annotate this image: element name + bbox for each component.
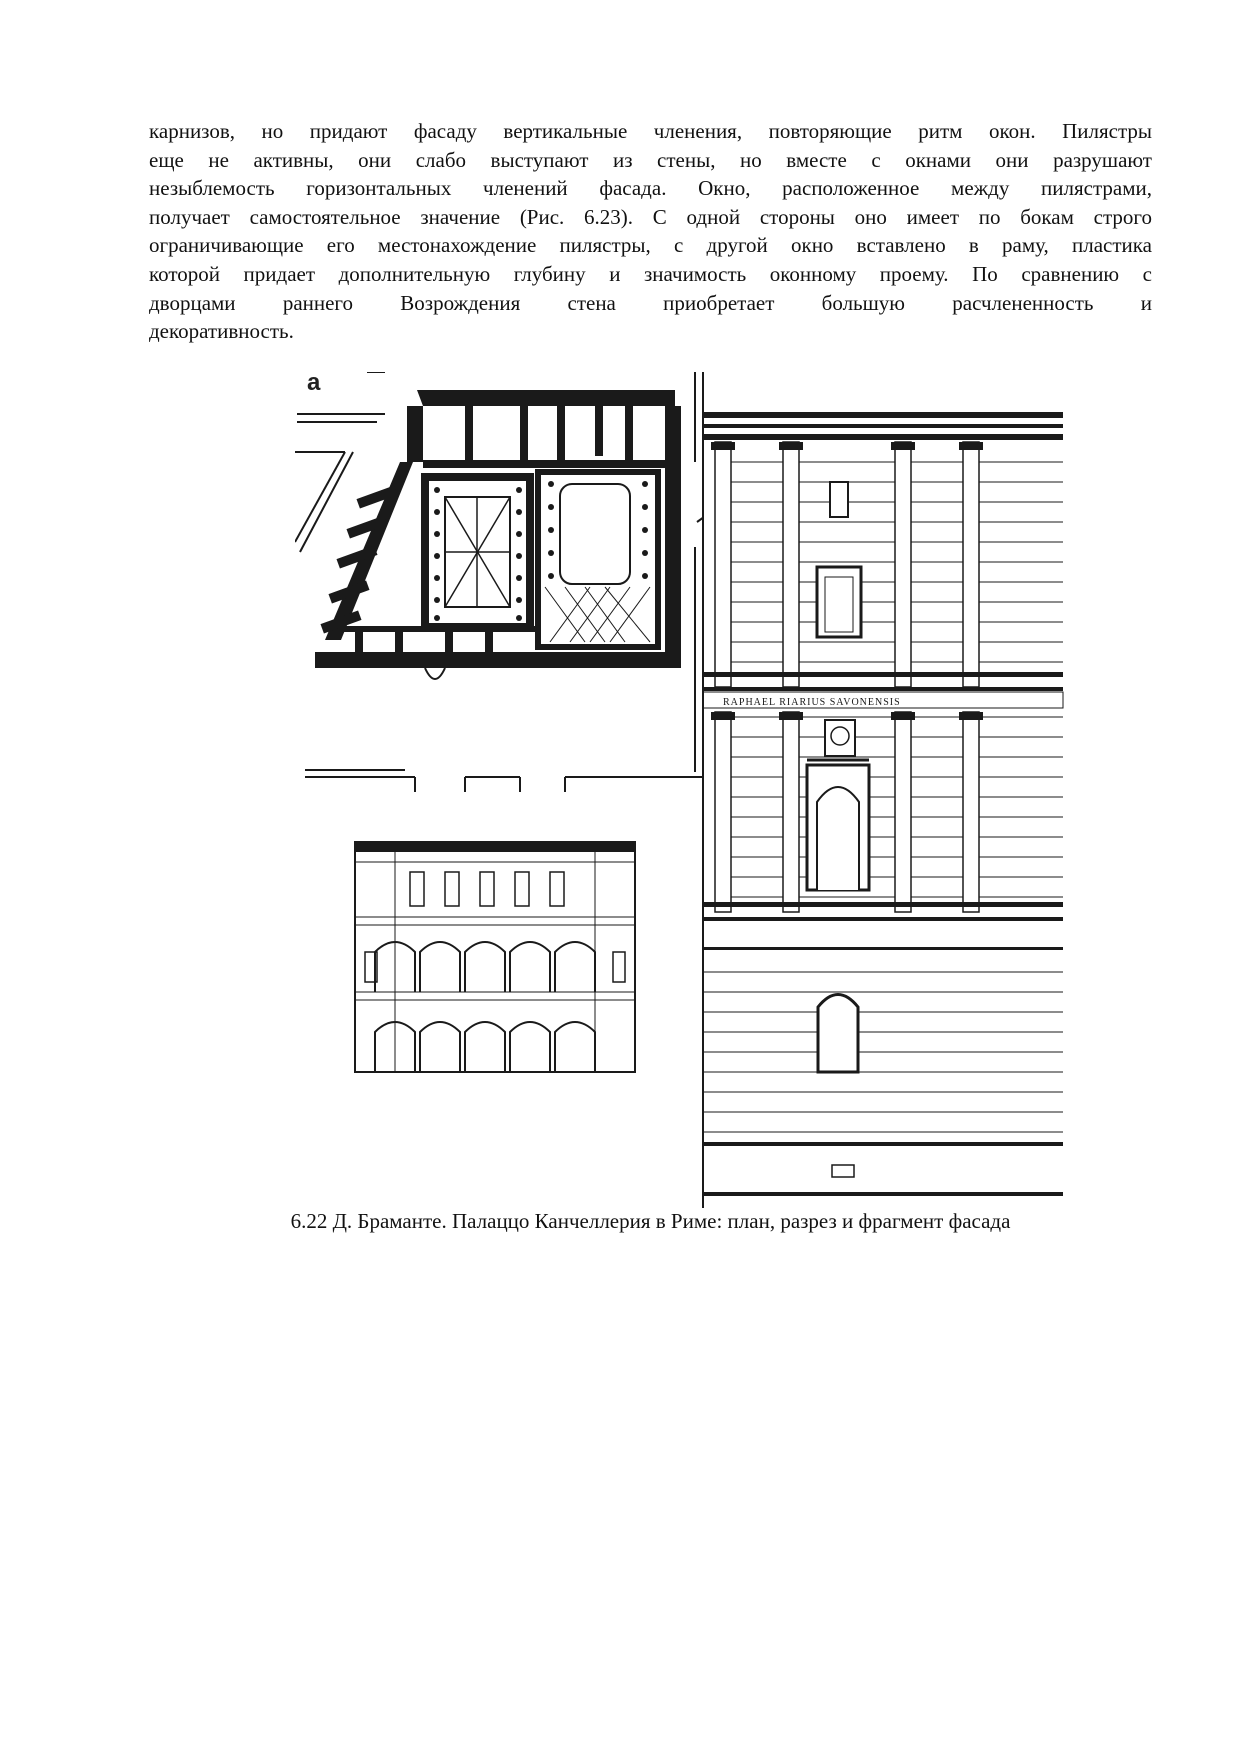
facade-inscription: RAPHAEL RIARIUS SAVONENSIS [723, 697, 901, 708]
paragraph-line: незыблемость горизонтальных членений фасада. Окно, расположенное между пилястрами, [149, 176, 1152, 201]
body-paragraph [149, 117, 1152, 346]
paragraph-line: ограничивающие его местонахождение пилястры, с другой окно вставлено в раму, пластика [149, 233, 1152, 258]
paragraph-line: получает самостоятельное значение (Рис. 6.23). С одной стороны оно имеет по бокам строго [149, 204, 1152, 229]
plan-label: а [307, 372, 321, 396]
paragraph-line: еще не активны, они слабо выступают из стены, но вместе с окнами они разрушают [149, 147, 1152, 172]
paragraph-line: дворцами раннего Возрождения стена приобретает большую расчлененность и [149, 290, 1152, 315]
figure-caption: 6.22 Д. Браманте. Палаццо Канчеллерия в Риме: план, разрез и фрагмент фасада [290, 1209, 1011, 1233]
figure-drawing [295, 372, 1065, 1208]
paragraph-line: декоративность. [149, 319, 294, 344]
architecture-figure [295, 372, 1065, 1208]
paragraph-line: карнизов, но придают фасаду вертикальные членения, повторяющие ритм окон. Пилястры [149, 119, 1152, 143]
facade-fragment [703, 412, 1063, 1208]
floor-plan [295, 372, 725, 792]
section-drawing [355, 842, 635, 1072]
paragraph-line: которой придает дополнительную глубину и значимость оконному проему. По сравнению с [149, 261, 1152, 286]
